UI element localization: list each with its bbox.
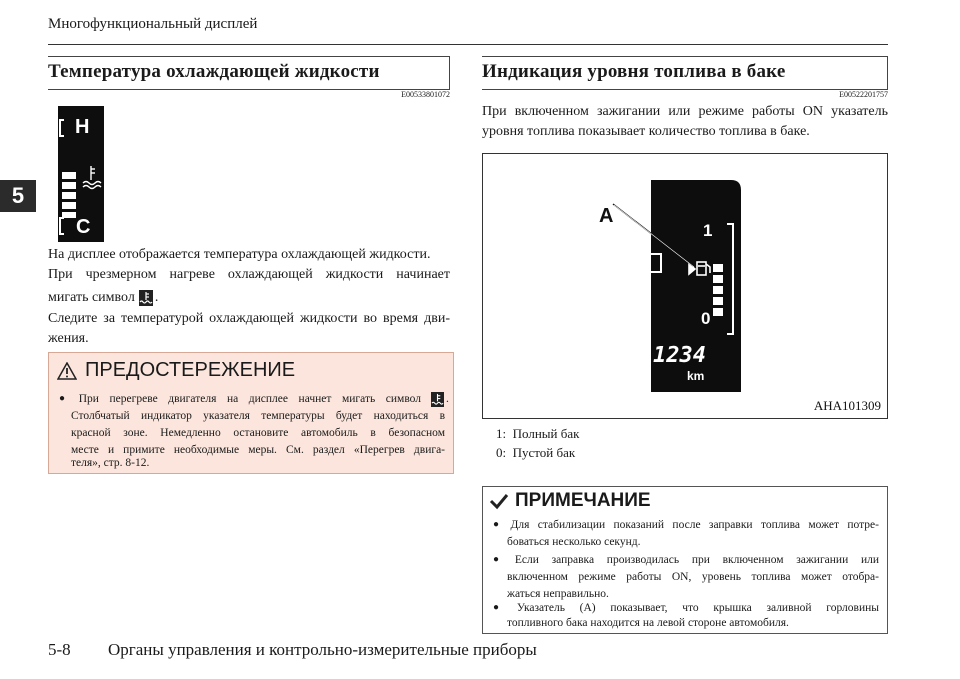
odometer-unit: km [687,369,705,383]
coolant-para-2c: . [154,290,159,305]
coolant-para-2b: мигать символ [48,290,135,305]
chapter-tab: 5 [0,180,36,212]
section-code-coolant: E00533801072 [401,90,450,99]
footer-title: Органы управления и контрольно-измерительные приборы [108,640,537,659]
coolant-gauge-graphic [58,106,104,242]
coolant-warning-icon [139,290,153,306]
warning-line-4: месте и примите необходимые меры. См. раздел «Перегрев двига- [71,444,445,456]
note-item-2-line-3: жаться неправильно. [507,588,609,600]
note-title: ПРИМЕЧАНИЕ [515,490,651,511]
warning-coolant-icon [431,392,444,407]
warning-header [57,359,295,382]
fuel-figure [482,153,888,419]
coolant-para-1: На дисплее отображается температура охлаждающей жидкости. [48,247,431,262]
warning-triangle-icon [57,362,77,380]
section-code-fuel: E00522201757 [839,90,888,99]
header-rule [48,44,888,45]
note-item-2-line-2: включенном режиме работы ON, уровень топлива может отобра- [507,571,879,583]
legend [496,424,579,462]
note-item-1-line-2: боваться несколько секунд. [507,536,641,548]
note-item-3-line-1: ● Указатель (A) показывает, что крышка заливной горловины [493,600,879,617]
cold-label: C [76,216,91,238]
warning-line-2: Столбчатый индикатор указателя температуры будет находиться в [71,410,445,422]
legend-item: 0: Пустой бак [496,445,576,460]
fuel-gauge-graphic [483,154,887,418]
section-title-coolant: Температура охлаждающей жидкости [48,61,380,82]
section-title-fuel: Индикация уровня топлива в баке [482,61,786,82]
warning-line-1: ● При перегреве двигателя на дисплее начнет мигать символ [59,391,421,408]
checkmark-icon [489,492,509,510]
coolant-para-2: При чрезмерном нагреве охлаждающей жидкости начинает [48,267,450,282]
note-header [489,490,651,512]
warning-line-3: красной зоне. Немедленно остановите автомобиль в безопасном [71,427,445,439]
page-number: 5-8 [48,640,71,659]
note-item-2-line-1: ● Если заправка производилась при включенном зажигании или [493,552,879,569]
figure-id: AHA101309 [813,398,881,413]
fuel-para-1: При включенном зажигании или режиме работы ON указатель [482,104,888,119]
coolant-para-3b: жения. [48,331,89,346]
warning-title: ПРЕДОСТЕРЕЖЕНИЕ [85,359,296,381]
empty-mark: 0 [701,309,711,328]
section-title-box-coolant [48,56,450,90]
note-item-3-line-2: топливного бака находится на левой стороне автомобиля. [507,617,789,629]
coolant-para-2b-line [48,288,450,308]
warning-line-5: теля», стр. 8-12. [71,457,150,469]
odometer-value: 1234 [653,343,706,368]
fuel-para-1b: уровня топлива показывает количество топлива в баке. [482,124,810,139]
full-mark: 1 [703,221,713,240]
warning-box: ПРЕДОСТЕРЕЖЕНИЕ ● При перегреве двигателя на дисплее начнет мигать символ . Столбчатый индикатор указателя температуры будет находиться в красной зоне. Немедленно остановите автомобиль в безопасном месте и примите необходимые меры. См. раздел «Перегрев двига- теля», стр. 8-12. [48,352,454,474]
running-header: Многофункциональный дисплей [48,16,258,32]
label-a: A [599,205,614,227]
legend-item: 1: Полный бак [496,426,580,441]
hot-label: H [75,116,90,138]
section-title-box-fuel [482,56,888,90]
note-item-1-line-1: ● Для стабилизации показаний после заправки топлива может потре- [493,517,879,534]
note-box [482,486,888,634]
coolant-temp-gauge [58,106,104,242]
coolant-para-3: Следите за температурой охлаждающей жидкости во время дви- [48,311,450,326]
